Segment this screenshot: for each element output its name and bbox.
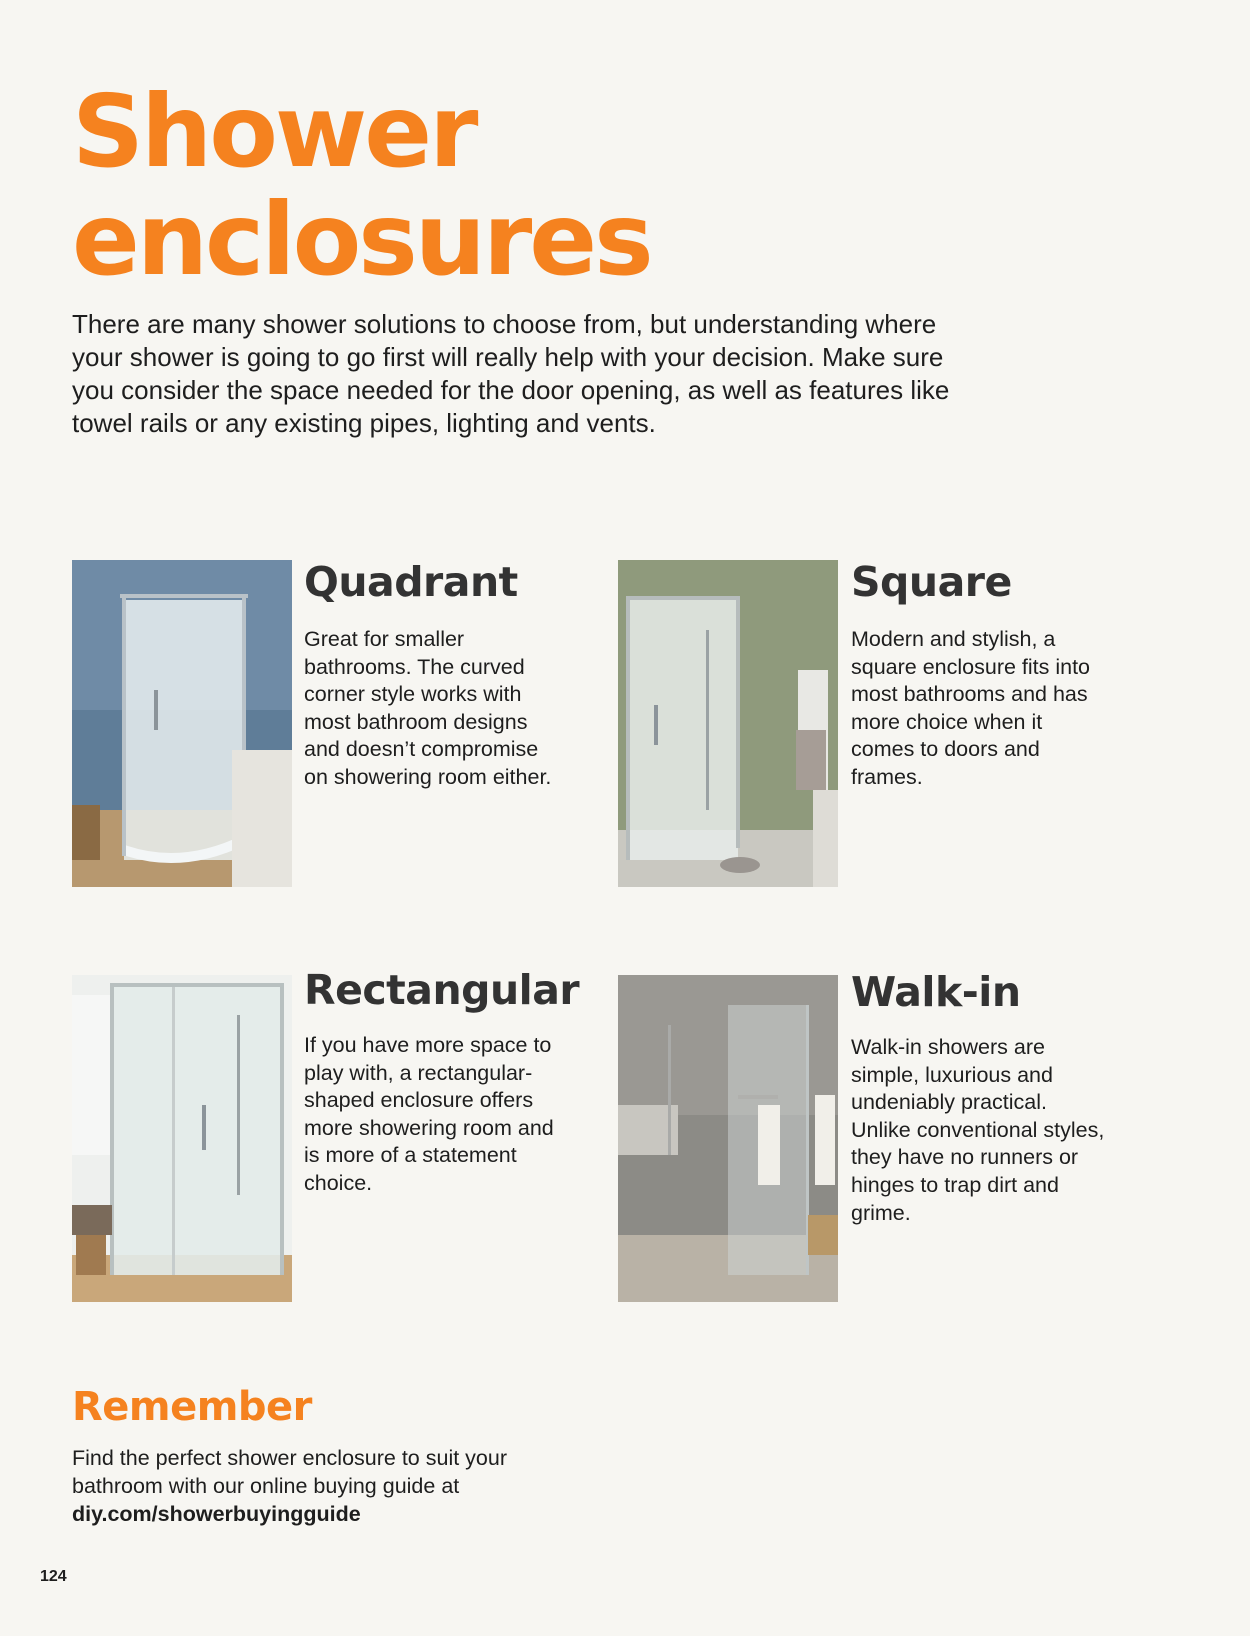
square-description: Modern and stylish, a square enclosure fits into most bathrooms and has more choice when it comes to doors and frames. [851,627,1091,789]
quadrant-description: Great for smaller bathrooms. The curved corner style works with most bathroom designs and doesn’t compromise on showering room either. [304,627,552,789]
square-title: Square [851,558,1012,606]
buying-guide-link[interactable]: diy.com/showerbuyingguide [72,1502,361,1526]
quadrant-title: Quadrant [304,558,518,606]
walk-in-title: Walk-in [851,968,1021,1016]
rectangular-shower-enclosure-photo [72,975,292,1302]
walk-in-shower-photo [618,975,838,1302]
quadrant-shower-enclosure-photo [72,560,292,887]
page-number: 124 [40,1568,67,1585]
rectangular-description: If you have more space to play with, a rectangular-shaped enclosure offers more showering room and is more of a statement choice. [304,1033,554,1195]
intro-paragraph: There are many shower solutions to choose from, but understanding where your shower is going to go first will really help with your decision. Make sure you consider the space needed for the door opening, as well as features like towel rails or any existing pipes, lighting and vents. [72,309,950,438]
rectangular-title: Rectangular [304,966,580,1014]
page-title-line-1: Shower [72,73,476,190]
page-title-line-2: enclosures [72,181,651,298]
square-shower-enclosure-photo [618,560,838,887]
remember-text: Find the perfect shower enclosure to suit your bathroom with our online buying guide at [72,1446,507,1498]
remember-title: Remember [72,1384,312,1430]
walk-in-description: Walk-in showers are simple, luxurious and undeniably practical. Unlike conventional styles, they have no runners or hinges to trap dirt and grime. [851,1035,1105,1225]
remember-paragraph [72,1444,572,1528]
page-title [72,73,651,298]
